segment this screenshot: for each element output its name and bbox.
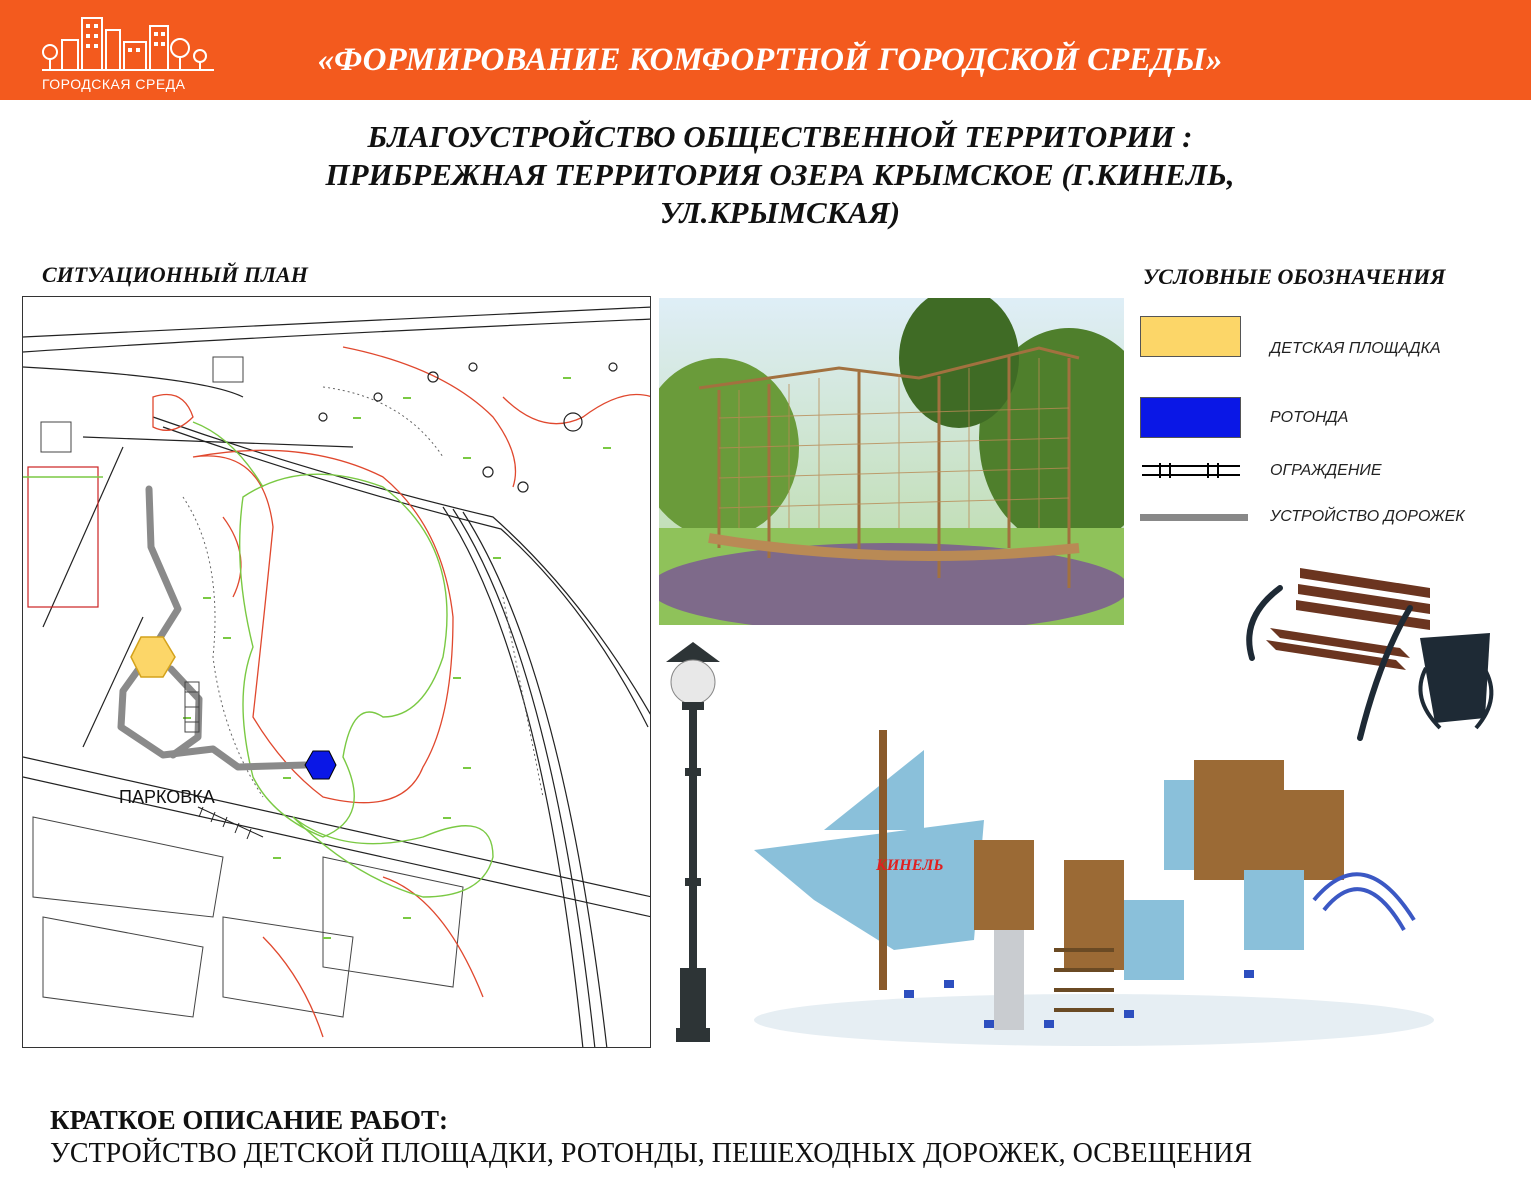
works-description-title: КРАТКОЕ ОПИСАНИЕ РАБОТ:: [50, 1105, 449, 1135]
rotunda-marker: [305, 751, 336, 779]
legend-heading: УСЛОВНЫЕ ОБОЗНАЧЕНИЯ: [1143, 264, 1446, 289]
situation-plan-map: [22, 296, 651, 1048]
fence-symbol-icon: [1140, 462, 1242, 482]
street-lamp-photo: [652, 638, 734, 1050]
bench-and-bin-photo: [1240, 548, 1510, 744]
rotunda-swatch: [1140, 397, 1241, 438]
project-title: [160, 118, 1400, 232]
parking-label: ПАРКОВКА: [119, 787, 215, 807]
project-title-line-1: БЛАГОУСТРОЙСТВО ОБЩЕСТВЕННОЙ ТЕРРИТОРИИ :: [367, 119, 1193, 154]
path-swatch: [1140, 514, 1248, 521]
logo-text: ГОРОДСКАЯ СРЕДА: [42, 76, 186, 92]
program-title: «ФОРМИРОВАНИЕ КОМФОРТНОЙ ГОРОДСКОЙ СРЕДЫ»: [317, 42, 1223, 78]
playground-swatch: [1140, 316, 1241, 357]
ship-playground-photo: [744, 720, 1444, 1052]
project-title-line-2: ПРИБРЕЖНАЯ ТЕРРИТОРИЯ ОЗЕРА КРЫМСКОЕ (Г.КИНЕЛЬ,: [325, 157, 1235, 192]
situation-plan-heading: СИТУАЦИОННЫЙ ПЛАН: [42, 262, 308, 287]
works-description-text: УСТРОЙСТВО ДЕТСКОЙ ПЛОЩАДКИ, РОТОНДЫ, ПЕШЕХОДНЫХ ДОРОЖЕК, ОСВЕЩЕНИЯ: [50, 1138, 1253, 1169]
wooden-rotunda-photo: [659, 298, 1124, 625]
playground-sign: КИНЕЛЬ: [876, 857, 944, 874]
project-title-line-3: УЛ.КРЫМСКАЯ): [659, 195, 901, 230]
legend-item-label: ДЕТСКАЯ ПЛОЩАДКА: [1270, 340, 1441, 357]
topographic-plan-drawing: [23, 297, 651, 1048]
legend-item-label: ОГРАЖДЕНИЕ: [1270, 462, 1382, 479]
legend-item-label: УСТРОЙСТВО ДОРОЖЕК: [1270, 508, 1465, 525]
header-banner: [0, 0, 1531, 100]
legend-item-label: РОТОНДА: [1270, 409, 1349, 426]
